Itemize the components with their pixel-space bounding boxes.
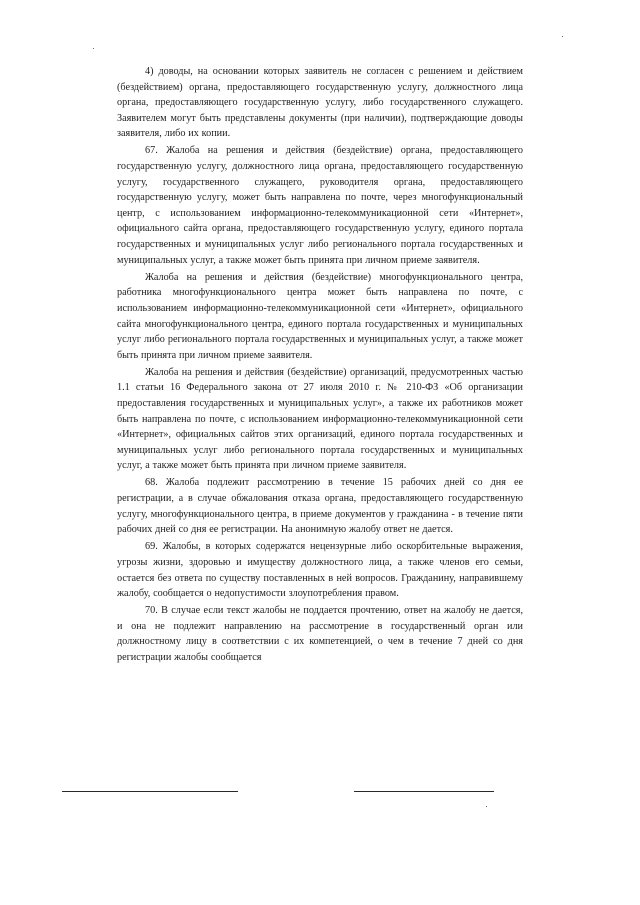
paragraph-68: 68. Жалоба подлежит рассмотрению в течение 15 рабочих дней со дня ее регистрации, а в случае обжалования отказа органа, предоставляющего государственную услугу, многофункционального центра, в приеме документов у гражданина - в течение пяти рабочих дней со дня ее регистрации. На анонимную жалобу ответ не дается. bbox=[117, 477, 523, 536]
scan-speck bbox=[562, 36, 563, 37]
paragraph-complaint-mfc: Жалоба на решения и действия (бездействие) многофункционального центра, работника многофункционального центра может быть направлена по почте, с использованием информационно-телекоммуникационной сети «Интернет», официального сайта многофункционального центра, единого портала государственных и муниципальных услуг либо регионального портала государственных и муниципальных услуг, а также может быть принята при личном приеме заявителя. bbox=[117, 271, 523, 361]
paragraph-complaint-organizations: Жалоба на решения и действия (бездействие) организаций, предусмотренных частью 1.1 статьи 16 Федерального закона от 27 июля 2010 г. № 210-ФЗ «Об организации предоставления государственных и муниципальных услуг», а также их работников может быть направлена по почте, с использованием информационно-телекоммуникационной сети «Интернет», официальных сайтов этих организаций, единого портала государственных и муниципальных услуг либо регионального портала государственных и муниципальных услуг, а также может быть принята при личном приеме заявителя. bbox=[117, 366, 523, 472]
paragraph-item-4: 4) доводы, на основании которых заявитель не согласен с решением и действием (бездействием) органа, предоставляющего государственную услугу, должностного лица органа, предоставляющего государственную услугу, либо государственного служащего. Заявителем могут быть представлены документы (при наличии), подтверждающие доводы заявителя, либо их копии. bbox=[117, 66, 523, 140]
paragraph-67: 67. Жалоба на решения и действия (бездействие) органа, предоставляющего государственную услугу, должностного лица органа, предоставляющего государственную услугу, государственного служащего, руководителя органа, предоставляющего государственную услугу, может быть направлена по почте, через многофункциональный центр, с использованием информационно-телекоммуникационной сети «Интернет», официального сайта органа, предоставляющего государственную услугу, единого портала государственных и муниципальных услуг либо регионального портала государственных и муниципальных услуг, а также может быть принята при личном приеме заявителя. bbox=[117, 145, 523, 266]
scan-speck bbox=[93, 48, 94, 49]
paragraph-70: 70. В случае если текст жалобы не поддается прочтению, ответ на жалобу не дается, и она не подлежит направлению на рассмотрение в государственный орган или должностному лицу в соответствии с их компетенцией, о чем в течение 7 дней со дня регистрации жалобы сообщается bbox=[117, 605, 523, 663]
footer-rule-left bbox=[62, 791, 238, 792]
paragraph-69: 69. Жалобы, в которых содержатся нецензурные либо оскорбительные выражения, угрозы жизни, здоровью и имуществу должностного лица, а также членов его семьи, остается без ответа по существу поставленных в ней вопросов. Гражданину, направившему жалобу, сообщается о недопустимости злоупотребления правом. bbox=[117, 541, 523, 600]
scan-speck bbox=[486, 806, 487, 807]
footer-rule-right bbox=[354, 791, 494, 792]
document-body bbox=[117, 64, 523, 667]
